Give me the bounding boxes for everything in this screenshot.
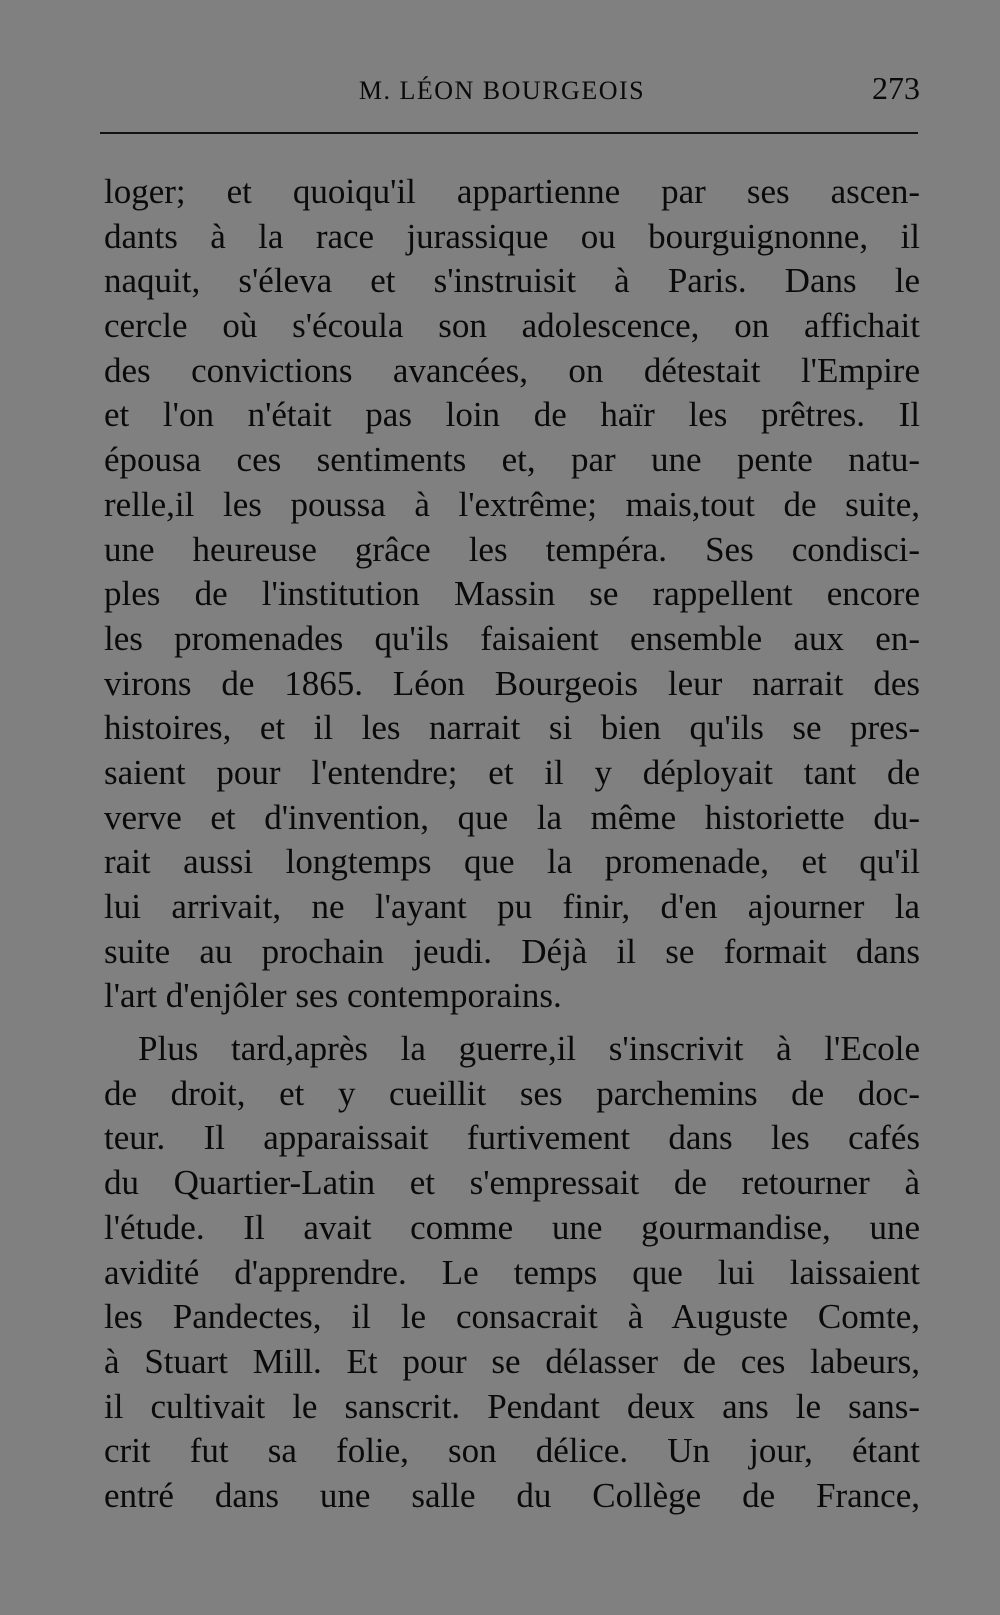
text-line: avidité d'apprendre. Le temps que lui laissaient [104, 1252, 920, 1292]
text-line: des convictions avancées, on détestait l'Empire [104, 350, 920, 390]
running-title: M. LÉON BOURGEOIS [358, 76, 646, 105]
text-line: épousa ces sentiments et, par une pente natu- [104, 440, 920, 480]
text-line: naquit, s'éleva et s'instruisit à Paris. Dans le [104, 261, 920, 301]
text-line: saient pour l'entendre; et il y déployait tant de [104, 752, 920, 792]
text-line: et l'on n'était pas loin de haïr les prêtres. Il [104, 395, 920, 435]
body-text [104, 170, 920, 1519]
text-line: suite au prochain jeudi. Déjà il se formait dans [104, 931, 920, 971]
text-line: les Pandectes, il le consacrait à Auguste Comte, [104, 1297, 920, 1337]
text-line: l'étude. Il avait comme une gourmandise, une [104, 1207, 920, 1247]
text-line: une heureuse grâce les tempéra. Ses condisci- [104, 529, 920, 569]
running-head [104, 70, 920, 114]
text-line: à Stuart Mill. Et pour se délasser de ces labeurs, [104, 1341, 920, 1381]
text-line: du Quartier-Latin et s'empressait de retourner à [104, 1163, 920, 1203]
text-line: dants à la race jurassique ou bourguignonne, il [104, 216, 920, 256]
header-rule [100, 132, 918, 134]
paragraph [104, 1027, 920, 1519]
text-line: l'art d'enjôler ses contemporains. [104, 976, 562, 1016]
text-line: il cultivait le sanscrit. Pendant deux ans le sans- [104, 1386, 920, 1426]
text-line: relle,il les poussa à l'extrême; mais,tout de suite, [104, 484, 920, 524]
text-line: virons de 1865. Léon Bourgeois leur narrait des [104, 663, 920, 703]
text-line: lui arrivait, ne l'ayant pu finir, d'en ajourner la [104, 887, 920, 926]
text-line: loger; et quoiqu'il appartienne par ses ascen- [104, 172, 920, 211]
text-line: de droit, et y cueillit ses parchemins de doc- [104, 1073, 920, 1113]
text-line: rait aussi longtemps que la promenade, et qu'il [104, 842, 920, 882]
text-line: cercle où s'écoula son adolescence, on affichait [104, 306, 920, 346]
text-line: entré dans une salle du Collège de France, [104, 1475, 920, 1515]
text-line: ples de l'institution Massin se rappellent encore [104, 574, 920, 614]
text-line: les promenades qu'ils faisaient ensemble aux en- [104, 618, 920, 658]
page-number: 273 [872, 70, 920, 106]
text-line: histoires, et il les narrait si bien qu'ils se pres- [104, 708, 920, 748]
paragraph-gap [104, 1019, 920, 1027]
text-line: Plus tard,après la guerre,il s'inscrivit à l'Ecole [138, 1029, 920, 1069]
text-line: verve et d'invention, que la même historiette du- [104, 797, 920, 837]
paragraph [104, 170, 920, 1019]
text-line: teur. Il apparaissait furtivement dans les cafés [104, 1118, 920, 1158]
text-line: crit fut sa folie, son délice. Un jour, étant [104, 1431, 920, 1471]
